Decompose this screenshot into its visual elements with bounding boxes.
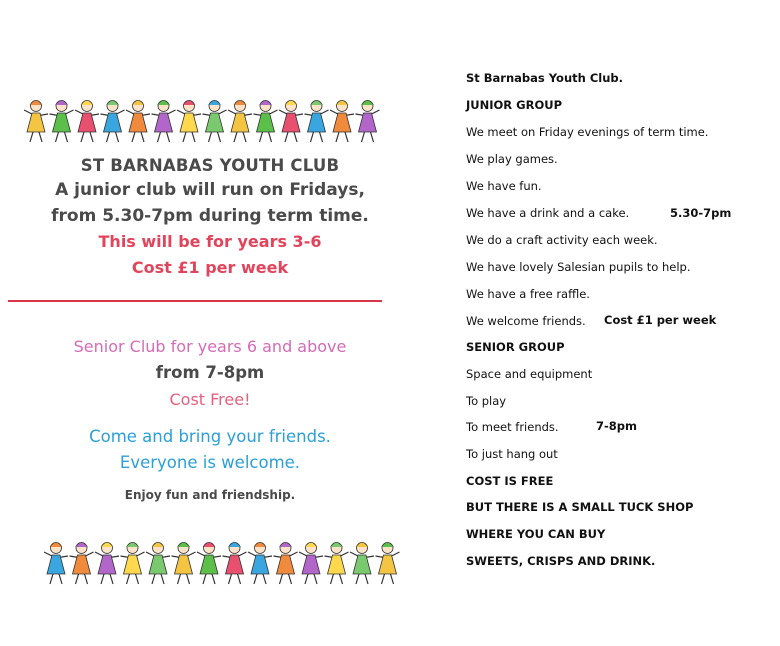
junior-line: We have a free raffle. <box>466 287 590 301</box>
closing-line: SWEETS, CRISPS AND DRINK. <box>466 554 656 568</box>
junior-years: This will be for years 3-6 <box>98 232 322 251</box>
junior-heading: JUNIOR GROUP <box>466 98 562 112</box>
club-notes <box>466 0 766 646</box>
senior-line: To play <box>466 394 507 408</box>
junior-cost: Cost £1 per week <box>131 258 289 277</box>
junior-line: We have fun. <box>466 179 542 193</box>
senior-line: To just hang out <box>466 447 558 461</box>
club-name: St Barnabas Youth Club. <box>466 71 623 85</box>
invite-line-1: Come and bring your friends. <box>89 427 331 446</box>
closing-line: COST IS FREE <box>466 474 554 488</box>
dancing-children-icon <box>44 538 404 586</box>
invite-line-2: Everyone is welcome. <box>119 453 301 472</box>
senior-time-note: 7-8pm <box>596 419 637 433</box>
senior-line: Space and equipment <box>466 367 593 381</box>
senior-heading: SENIOR GROUP <box>466 340 565 354</box>
junior-line: We welcome friends. <box>466 314 586 328</box>
senior-info-line: Senior Club for years 6 and above <box>73 337 347 356</box>
junior-line: We do a craft activity each week. <box>466 233 658 247</box>
dancing-children-icon <box>24 96 384 144</box>
section-divider <box>8 300 382 302</box>
junior-line: We play games. <box>466 152 558 166</box>
junior-info-line-1: A junior club will run on Fridays, <box>55 180 365 200</box>
junior-line: We have a drink and a cake. <box>466 206 630 220</box>
senior-cost: Cost Free! <box>169 390 251 409</box>
senior-line: To meet friends. <box>466 420 559 434</box>
closing-line: BUT THERE IS A SMALL TUCK SHOP <box>466 500 694 514</box>
junior-time: 5.30-7pm <box>670 206 732 220</box>
junior-line: We have lovely Salesian pupils to help. <box>466 260 691 274</box>
junior-cost-note: Cost £1 per week <box>604 313 717 327</box>
senior-time: from 7-8pm <box>155 363 265 382</box>
junior-info-line-2: from 5.30-7pm during term time. <box>51 206 369 226</box>
closing-line: WHERE YOU CAN BUY <box>466 527 606 541</box>
junior-line: We meet on Friday evenings of term time. <box>466 125 709 139</box>
tagline: Enjoy fun and friendship. <box>124 488 296 502</box>
poster-title: ST BARNABAS YOUTH CLUB <box>80 156 340 175</box>
